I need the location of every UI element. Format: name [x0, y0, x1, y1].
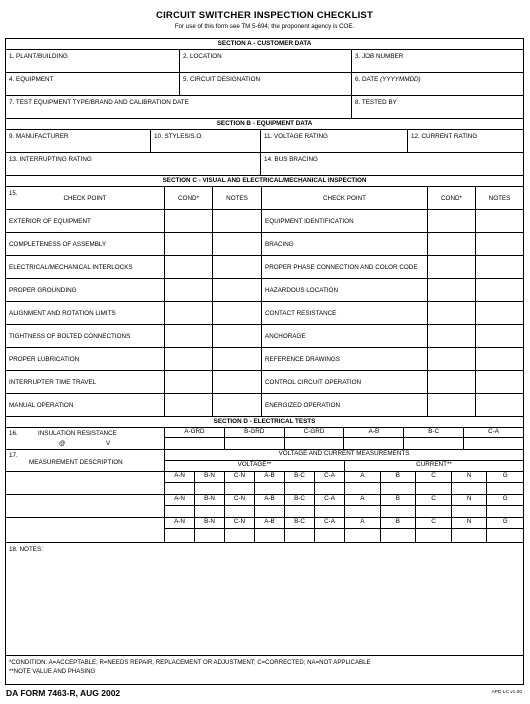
cond-cell[interactable]: [165, 325, 213, 348]
cond-cell[interactable]: [428, 279, 476, 302]
date-label: 6. DATE: [355, 76, 381, 83]
vc-header-row: [165, 518, 523, 529]
notes-cell[interactable]: [213, 348, 262, 371]
vc-col-header: A-N: [165, 472, 195, 482]
ir-col-header: A-B: [344, 428, 404, 437]
measurement-description-column: [6, 450, 165, 542]
check-point-label: PROPER PHASE CONNECTION AND COLOR CODE: [262, 256, 428, 279]
vc-col-header: N: [452, 472, 488, 482]
ir-value-cell[interactable]: [404, 438, 464, 449]
form-title: CIRCUIT SWITCHER INSPECTION CHECKLIST: [156, 10, 373, 21]
check-point-label: ENERGIZED OPERATION: [262, 394, 428, 417]
notes-field[interactable]: [6, 543, 523, 656]
vc-col-header: A-B: [255, 472, 285, 482]
cond-cell[interactable]: [428, 210, 476, 233]
vc-col-header: C-N: [225, 518, 255, 528]
date-field[interactable]: [352, 73, 523, 95]
location-field[interactable]: 2. LOCATION: [180, 50, 352, 72]
check-point-label: HAZARDOUS LOCATION: [262, 279, 428, 302]
measurement-description-cell[interactable]: [6, 495, 164, 518]
voltage-current-grid: [165, 450, 523, 542]
form-number: DA FORM 7463-R, AUG 2002: [6, 688, 121, 698]
vc-col-header: N: [452, 495, 488, 505]
notes-header: NOTES: [213, 187, 262, 210]
notes-cell[interactable]: [213, 325, 262, 348]
notes-cell[interactable]: [476, 348, 523, 371]
vc-value-row[interactable]: [165, 529, 523, 542]
ir-col-header: C-A: [488, 428, 499, 435]
notes-cell[interactable]: [213, 233, 262, 256]
vc-col-header: C: [416, 495, 452, 505]
measurement-description-header: [6, 450, 164, 472]
notes-cell[interactable]: [476, 325, 523, 348]
manufacturer-field[interactable]: 9. MANUFACTURER: [6, 130, 151, 152]
check-point-label: CONTROL CIRCUIT OPERATION: [262, 371, 428, 394]
vc-col-header: B: [381, 472, 417, 482]
circuit-designation-field[interactable]: 5. CIRCUIT DESIGNATION: [180, 73, 352, 95]
job-number-field[interactable]: 3. JOB NUMBER: [355, 53, 404, 60]
value-note: **NOTE VALUE AND PHASING: [9, 668, 96, 675]
tested-by-field[interactable]: 8. TESTED BY: [355, 99, 397, 106]
cond-header: COND*: [165, 187, 213, 210]
cond-cell[interactable]: [165, 279, 213, 302]
check-point-label: EXTERIOR OF EQUIPMENT: [6, 210, 165, 233]
section-b-heading: SECTION B - EQUIPMENT DATA: [6, 119, 523, 130]
ir-value-cell[interactable]: [285, 438, 345, 449]
notes-cell[interactable]: [476, 210, 523, 233]
cond-cell[interactable]: [165, 394, 213, 417]
at-symbol: @: [59, 440, 66, 447]
measurement-description-cell[interactable]: [6, 518, 164, 542]
check-point-label: COMPLETENESS OF ASSEMBLY: [6, 233, 165, 256]
test-equipment-field[interactable]: 7. TEST EQUIPMENT TYPE/BRAND AND CALIBRATION DATE: [6, 96, 352, 118]
check-point-label: CONTACT RESISTANCE: [262, 302, 428, 325]
section-c-heading: SECTION C - VISUAL AND ELECTRICAL/MECHANICAL INSPECTION: [6, 176, 523, 187]
insulation-resistance-label: [6, 428, 165, 449]
condition-legend: *CONDITION: A=ACCEPTABLE; R=NEEDS REPAIR, REPLACEMENT OR ADJUSTMENT; C=CORRECTED; NA=NOT APPLICABLE: [9, 659, 371, 666]
check-point-label: BRACING: [262, 233, 428, 256]
ir-col-header: C-GRD: [285, 428, 345, 437]
vc-col-header: B-C: [285, 472, 315, 482]
check-point-label: INTERRUPTER TIME TRAVEL: [6, 371, 165, 394]
vc-col-header: C-N: [225, 472, 255, 482]
ir-value-cell[interactable]: [165, 438, 225, 449]
notes-cell[interactable]: [213, 371, 262, 394]
vc-col-header: C-A: [315, 472, 345, 482]
vc-col-header: B: [381, 518, 417, 528]
cond-cell[interactable]: [428, 325, 476, 348]
interrupting-rating-field[interactable]: 13. INTERRUPTING RATING: [6, 153, 261, 175]
vc-col-header: C: [416, 518, 452, 528]
notes-cell[interactable]: [476, 279, 523, 302]
vc-value-row[interactable]: [165, 506, 523, 518]
notes-cell[interactable]: [213, 302, 262, 325]
item-15-number: 15.: [9, 191, 18, 197]
measurement-description-cell[interactable]: [6, 472, 164, 495]
vc-col-header: B-C: [285, 495, 315, 505]
cond-header-right: COND*: [428, 187, 476, 210]
cond-cell[interactable]: [428, 256, 476, 279]
cond-cell[interactable]: [165, 348, 213, 371]
ir-col-header: B-C: [404, 428, 464, 437]
item-16-number: 16.: [9, 430, 18, 437]
vc-col-header: A-N: [165, 518, 195, 528]
vc-col-header: N: [452, 518, 488, 528]
vc-col-header: B-C: [285, 518, 315, 528]
checklist-form: [5, 38, 524, 685]
notes-cell[interactable]: [213, 210, 262, 233]
check-point-label: PROPER LUBRICATION: [6, 348, 165, 371]
equipment-field[interactable]: 4. EQUIPMENT: [6, 73, 180, 95]
volts-unit: V: [106, 440, 111, 447]
vc-col-header: G: [502, 472, 508, 479]
voltage-current-title: VOLTAGE AND CURRENT MEASUREMENTS: [165, 450, 523, 461]
vc-col-header: C-A: [315, 518, 345, 528]
insulation-resistance-grid: [165, 428, 523, 449]
notes-label: 18. NOTES:: [9, 546, 43, 553]
vc-col-header: C-A: [315, 495, 345, 505]
ir-col-header: A-GRD: [165, 428, 225, 437]
measurement-description-label: MEASUREMENT DESCRIPTION: [29, 459, 123, 466]
current-header: CURRENT**: [416, 461, 452, 468]
cond-cell[interactable]: [165, 233, 213, 256]
insulation-resistance-text: INSULATION RESISTANCE: [38, 430, 117, 437]
vc-header-row: [165, 495, 523, 506]
vc-col-header: A: [345, 495, 381, 505]
cond-cell[interactable]: [165, 256, 213, 279]
vc-col-header: A: [345, 518, 381, 528]
check-point-label: TIGHTNESS OF BOLTED CONNECTIONS: [6, 325, 165, 348]
form-subtitle: For use of this form see TM 5-694; the proponent agency is COE.: [174, 23, 355, 30]
inspection-table: [6, 187, 523, 417]
vc-col-header: C-N: [225, 495, 255, 505]
cond-cell[interactable]: [428, 371, 476, 394]
section-a-heading: SECTION A - CUSTOMER DATA: [6, 39, 523, 50]
notes-cell[interactable]: [476, 371, 523, 394]
vc-header-row: [165, 472, 523, 483]
notes-cell[interactable]: [476, 233, 523, 256]
bus-bracing-field[interactable]: 14. BUS BRACING: [264, 156, 318, 163]
check-point-label: ALIGNMENT AND ROTATION LIMITS: [6, 302, 165, 325]
section-d-heading: SECTION D - ELECTRICAL TESTS: [6, 417, 523, 428]
check-point-header: [6, 187, 165, 210]
notes-cell[interactable]: [213, 256, 262, 279]
current-rating-field[interactable]: 12. CURRENT RATING: [411, 133, 478, 140]
notes-cell[interactable]: [476, 394, 523, 417]
check-point-label: MANUAL OPERATION: [6, 394, 165, 417]
notes-cell[interactable]: [213, 394, 262, 417]
date-format: (YYYYMMDD): [380, 76, 421, 83]
vc-col-header: A-N: [165, 495, 195, 505]
cond-cell[interactable]: [428, 394, 476, 417]
check-point-label: EQUIPMENT IDENTIFICATION: [262, 210, 428, 233]
vc-col-header: B: [381, 495, 417, 505]
plant-building-field[interactable]: 1. PLANT/BUILDING: [6, 50, 180, 72]
vc-col-header: B-N: [195, 518, 225, 528]
cond-cell[interactable]: [165, 302, 213, 325]
vc-col-header: B-N: [195, 495, 225, 505]
vc-col-header: B-N: [195, 472, 225, 482]
vc-col-header: G: [502, 495, 508, 502]
check-point-label: CHECK POINT: [63, 194, 107, 202]
check-point-label: PROPER GROUNDING: [6, 279, 165, 302]
notes-header-right: NOTES: [476, 187, 523, 210]
voltage-rating-field[interactable]: 11. VOLTAGE RATING: [261, 130, 408, 152]
notes-cell[interactable]: [213, 279, 262, 302]
footer-legend: [6, 656, 523, 678]
check-point-label: ELECTRICAL/MECHANICAL INTERLOCKS: [6, 256, 165, 279]
check-point-label: REFERENCE DRAWINGS: [262, 348, 428, 371]
vc-value-row[interactable]: [165, 483, 523, 495]
cond-cell[interactable]: [428, 348, 476, 371]
notes-cell[interactable]: [476, 256, 523, 279]
cond-cell[interactable]: [428, 302, 476, 325]
vc-col-header: G: [502, 518, 508, 525]
vc-col-header: A: [345, 472, 381, 482]
vc-col-header: A-B: [255, 518, 285, 528]
voltage-header: VOLTAGE**: [165, 461, 345, 471]
cond-cell[interactable]: [165, 210, 213, 233]
vc-col-header: C: [416, 472, 452, 482]
notes-cell[interactable]: [476, 302, 523, 325]
check-point-label: ANCHORAGE: [262, 325, 428, 348]
apd-version: APD LC v1.00: [491, 690, 522, 695]
item-17-number: 17.: [9, 452, 18, 459]
ir-value-cell[interactable]: [344, 438, 404, 449]
cond-cell[interactable]: [428, 233, 476, 256]
check-point-header-right: CHECK POINT: [262, 187, 428, 210]
vc-col-header: A-B: [255, 495, 285, 505]
cond-cell[interactable]: [165, 371, 213, 394]
ir-value-cell[interactable]: [464, 438, 523, 449]
ir-col-header: B-GRD: [225, 428, 285, 437]
ir-value-cell[interactable]: [225, 438, 285, 449]
styles-field[interactable]: 10. STYLES/S.O.: [151, 130, 261, 152]
